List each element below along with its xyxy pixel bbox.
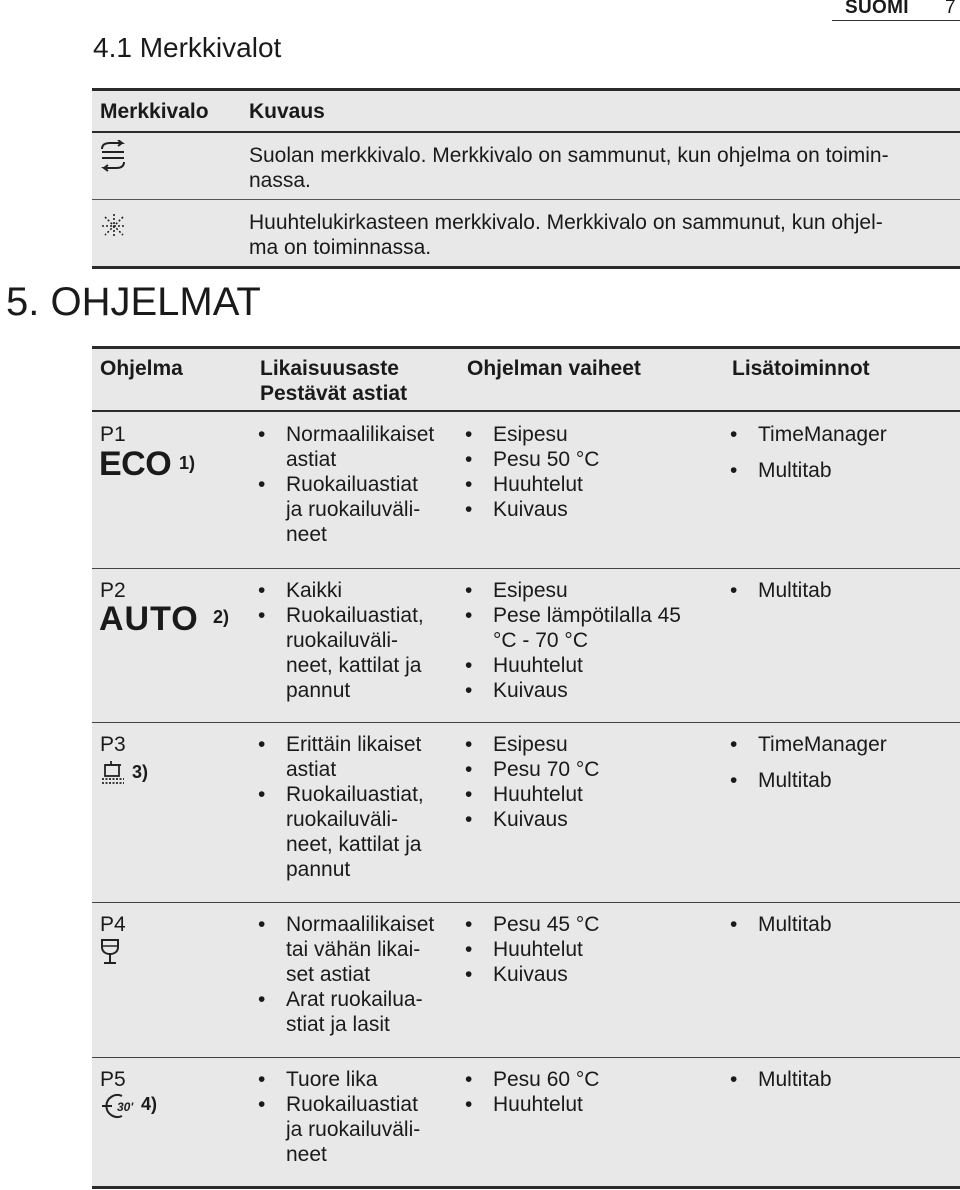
list-item: • Pesu 45 °C [461, 912, 721, 937]
soil-list [254, 1067, 459, 1167]
footnote-ref: 4) [141, 1094, 158, 1114]
options-list [726, 578, 956, 614]
row-divider [92, 902, 960, 903]
program-code: P5 [100, 1068, 126, 1091]
salt-indicator-icon [98, 140, 128, 177]
list-item: • Huuhtelut [461, 472, 721, 497]
svg-text:30': 30' [117, 1100, 134, 1114]
list-item: • Kuivaus [461, 678, 721, 703]
table-header-rule [92, 410, 960, 412]
list-item: • Pesu 60 °C [461, 1067, 721, 1092]
program-code: P2 [100, 579, 126, 602]
options-list [726, 1067, 956, 1103]
list-item: • Huuhtelut [461, 1092, 721, 1117]
list-item: • Multitab [726, 578, 956, 603]
list-item: • Ruokailuastiat ja ruokailuväli- neet [254, 472, 459, 547]
list-item: • Erittäin likaiset astiat [254, 732, 459, 782]
footnote-ref: 3) [132, 762, 149, 782]
program-code: P1 [100, 423, 126, 446]
page-number: 7 [945, 0, 956, 18]
section-title-indicators: 4.1 Merkkivalot [93, 32, 282, 63]
list-item: • Arat ruokailua- stiat ja lasit [254, 987, 459, 1037]
list-item: • Huuhtelut [461, 653, 721, 678]
list-item: • Tuore lika [254, 1067, 459, 1092]
col-header-program: Ohjelma [100, 357, 183, 380]
list-item: • Multitab [726, 458, 956, 483]
list-item: • Esipesu [461, 732, 721, 757]
table-bottom-rule [92, 266, 960, 269]
indicator-description: Huuhtelukirkasteen merkkivalo. Merkkivalo on sammunut, kun ohjel- ma on toiminnassa. [249, 211, 883, 259]
program-code: P3 [100, 733, 126, 756]
list-item: • Kaikki [254, 578, 459, 603]
table-top-rule [92, 88, 960, 91]
rinse-aid-indicator-icon [100, 212, 128, 245]
list-item: • Multitab [726, 912, 956, 937]
list-item: • Kuivaus [461, 497, 721, 522]
list-item: • Esipesu [461, 422, 721, 447]
header-language: SUOMI [845, 0, 909, 18]
soil-list [254, 578, 459, 703]
table-header-rule [92, 131, 960, 133]
phases-list [461, 422, 721, 522]
row-divider [92, 722, 960, 723]
list-item: • Huuhtelut [461, 937, 721, 962]
phases-list [461, 912, 721, 987]
list-item: • Pese lämpötilalla 45 °C - 70 °C [461, 603, 721, 653]
list-item: • Ruokailuastiat, ruokailuväli- neet, kattilat ja pannut [254, 603, 459, 703]
footnote-ref: 1) [179, 453, 196, 473]
phases-list [461, 732, 721, 832]
soil-list [254, 422, 459, 547]
col-header-indicator: Merkkivalo [100, 100, 209, 123]
col-header-phases: Ohjelman vaiheet [467, 357, 641, 380]
section-title-programs: 5. OHJELMAT [6, 280, 261, 324]
soil-list [254, 912, 459, 1037]
options-list [726, 422, 956, 494]
list-item: • Ruokailuastiat, ruokailuväli- neet, kattilat ja pannut [254, 782, 459, 882]
list-item: • Multitab [726, 1067, 956, 1092]
list-item: • Pesu 50 °C [461, 447, 721, 472]
table-bottom-rule [92, 1186, 960, 1189]
list-item: • Kuivaus [461, 807, 721, 832]
row-divider [92, 568, 960, 569]
list-item: • Huuhtelut [461, 782, 721, 807]
list-item: • Multitab [726, 768, 956, 793]
footnote-ref: 2) [213, 607, 230, 627]
list-item: • Ruokailuastiat ja ruokailuväli- neet [254, 1092, 459, 1167]
table-top-rule [92, 346, 960, 349]
list-item: • TimeManager [726, 732, 956, 757]
col-header-options: Lisätoiminnot [732, 357, 870, 380]
list-item: • Esipesu [461, 578, 721, 603]
phases-list [461, 578, 721, 703]
indicator-description: Suolan merkkivalo. Merkkivalo on sammunut, kun ohjelma on toimin- nassa. [249, 144, 889, 192]
glass-icon [100, 938, 120, 971]
list-item: • Normaalilikaiset tai vähän likai- set astiat [254, 912, 459, 987]
col-header-description: Kuvaus [249, 100, 325, 123]
header-divider [832, 20, 960, 21]
soil-list [254, 732, 459, 882]
list-item: • Pesu 70 °C [461, 757, 721, 782]
list-item: • TimeManager [726, 422, 956, 447]
row-divider [92, 199, 960, 200]
list-item: • Normaalilikaiset astiat [254, 422, 459, 472]
eco-icon: ECO [99, 445, 172, 483]
row-divider [92, 1057, 960, 1058]
list-item: • Kuivaus [461, 962, 721, 987]
options-list [726, 912, 956, 948]
phases-list [461, 1067, 721, 1117]
intensive-pot-icon [99, 759, 127, 792]
quick-30-icon [98, 1090, 138, 1127]
options-list [726, 732, 956, 804]
col-header-soil: Likaisuusaste Pestävät astiat [260, 357, 408, 405]
program-code: P4 [100, 913, 126, 936]
auto-icon: AUTO [99, 600, 199, 638]
